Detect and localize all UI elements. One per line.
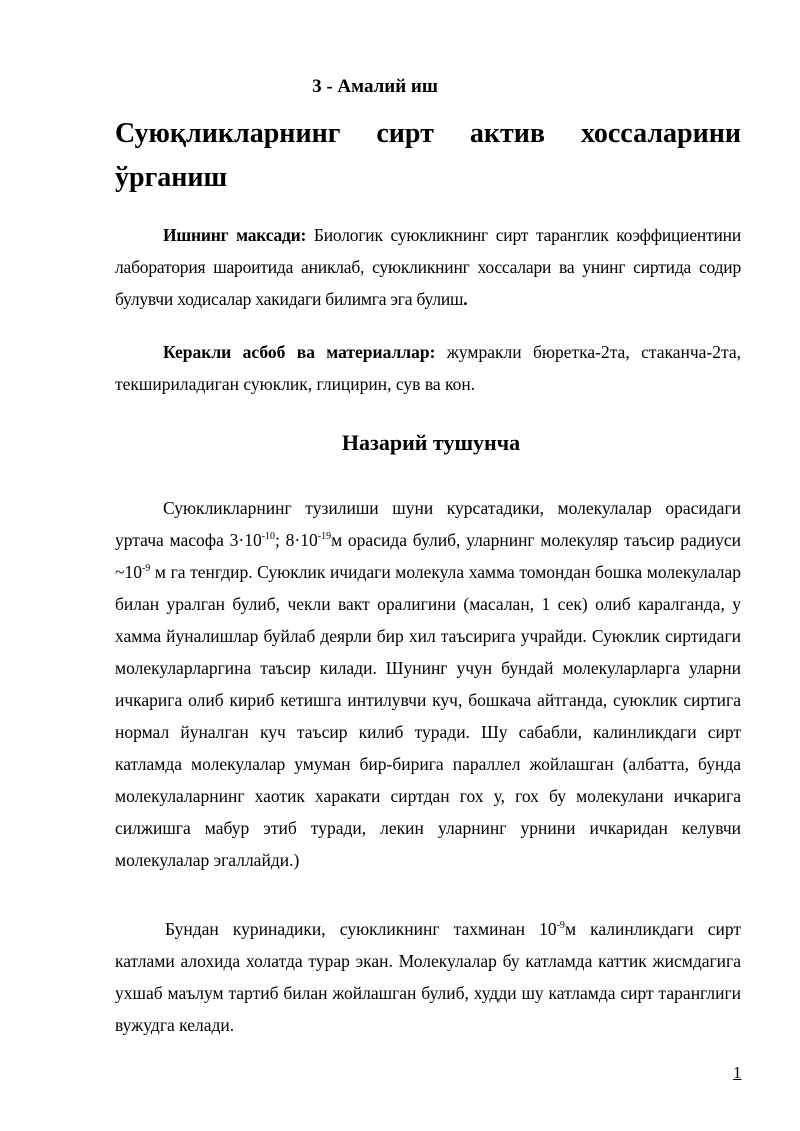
theory-paragraph-2 bbox=[115, 913, 741, 1041]
theory-p1-part-d: м га тенгдир. Суюклик ичидаги молекула хамма томондан бошка молекулалар билан уралган булиб, чекли вакт оралигини (масалан, 1 сек) олиб каралганда, у хамма йуналишлар буйлаб деярли бир хил таъсирига учрайди. Суюклик сиртидаги молекуларларгина таъсир килади. Шунинг учун бундай молекуларларга уларни ичкарига олиб кириб кетишга интилувчи куч, бошкача айтганда, суюклик сиртига нормал йуналган куч таъсир килиб туради. Шу сабабли, калинликдаги сирт катламда молекулалар умуман бир-бирига параллел жойлашган (албатта, бунда молекулаларнинг хаотик харакати сиртдан гох у, гох бу молекулани ичкарига силжишга мабур этиб туради, лекин уларнинг урнини ичкаридан келувчи молекулалар эгаллайди.) bbox=[115, 562, 741, 870]
lab-number-heading: 3 - Амалий иш bbox=[312, 76, 438, 97]
exponent-4: -9 bbox=[556, 920, 565, 932]
theory-heading: Назарий тушунча bbox=[341, 430, 521, 455]
exponent-1: -10 bbox=[261, 531, 276, 543]
aim-paragraph bbox=[115, 219, 741, 315]
theory-p1-part-a: Суюкликларнинг тузилиши шуни курсатадики, молекулалар орасидаги уртача масофа 3·10 bbox=[115, 498, 741, 550]
aim-label: Ишнинг максади: bbox=[163, 225, 307, 245]
theory-p1-part-b: ; 8·10 bbox=[275, 530, 318, 550]
equipment-label: Керакли асбоб ва материаллар: bbox=[163, 342, 436, 362]
equipment-text: жумракли бюретка-2та, стаканча-2та, текшириладиган суюклик, глицирин, сув ва кон. bbox=[115, 342, 741, 394]
document-title: Суюқликларнинг сирт актив хоссаларини ўрганиш bbox=[115, 118, 741, 193]
theory-p2-part-b: м калинликдаги сирт катлами алохида холатда турар экан. Молекулалар бу катламда каттик жисмдагига ухшаб маълум тартиб билан жойлашган булиб, худди шу катламда сирт таранглиги вужудга келади. bbox=[115, 919, 741, 1035]
theory-paragraph-1 bbox=[115, 492, 741, 876]
page-number: 1 bbox=[733, 1063, 742, 1082]
exponent-2: -19 bbox=[317, 531, 332, 543]
theory-p2-part-a: Бундан куринадики, суюкликнинг тахминан 10 bbox=[165, 919, 557, 939]
theory-p1-part-c: м орасида булиб, уларнинг молекуляр таъсир радиуси ~10 bbox=[115, 530, 741, 582]
aim-end: . bbox=[463, 289, 468, 309]
equipment-paragraph bbox=[115, 336, 741, 400]
aim-text: Биологик суюкликнинг сирт таранглик коэффициентини лаборатория шароитида аниклаб, суюкликнинг хоссалари ва унинг сиртида содир булувчи ходисалар хакидаги билимга эга булиш bbox=[115, 225, 742, 309]
exponent-3: -9 bbox=[141, 563, 151, 575]
